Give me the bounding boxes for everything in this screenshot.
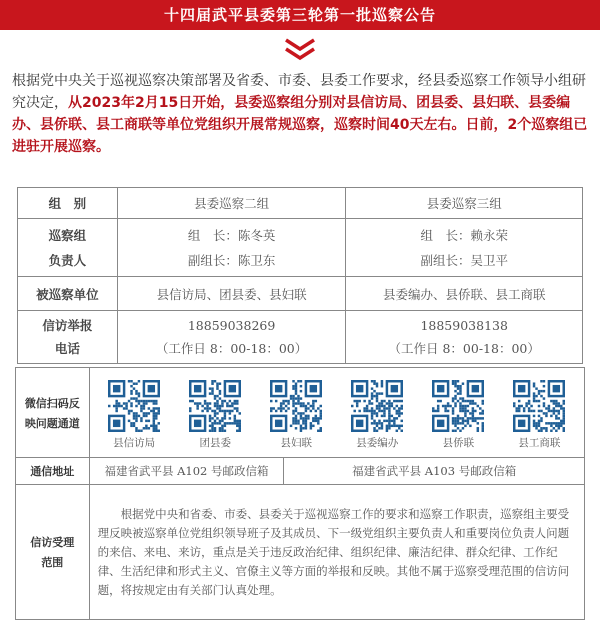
qr-code-icon[interactable] [108,380,160,432]
group-three: 县委巡察三组 [346,188,583,219]
qr-code-item[interactable] [103,380,165,450]
units-header: 被巡察单位 [18,277,118,311]
qr-code-icon[interactable] [432,380,484,432]
intro-highlight: 从2023年2月15日开始，县委巡察组分别对县信访局、团县委、县妇联、县委编办、县侨联、县工商联等单位党组织开展常规巡察，巡察时间40天左右。日前，2个巡察组已进驻开展巡察。 [12,95,588,155]
mail-box-a102: 福建省武平县 A102 号邮政信箱 [89,458,284,485]
intro-text: 根据党中央关于巡视巡察决策部署及省委、市委、县委工作要求，经县委巡察工作领导小组研究决定， [12,73,586,111]
scope-text: 根据党中央和省委、市委、县委关于巡视巡察工作的要求和巡察工作职责，巡察组主要受理反映被巡察单位党组织领导班子及其成员、下一级党组织主要负责人和重要岗位负责人问题的来信、来电、来访，重点是关于违反政治纪律、组织纪律、廉洁纪律、群众纪律、工作纪律、生活纪律和形式主义、官僚主义等方面的举报和反映。其他不属于巡察受理范围的信访问题，将按规定由有关部门认真处理。 [89,485,584,620]
qr-code-icon[interactable] [270,380,322,432]
notice-title: 十四届武平县委第三轮第一批巡察公告 [163,6,436,24]
qr-code-item[interactable] [265,380,327,450]
group-two-units: 县信访局、团县委、县妇联 [117,277,346,311]
qr-code-icon[interactable] [189,380,241,432]
scope-header: 信访受理 范围 [16,485,90,620]
phone-header: 信访举报 电话 [18,311,118,364]
group-three-units: 县委编办、县侨联、县工商联 [346,277,583,311]
qr-code-cell [89,368,584,458]
complaint-channels-table [15,367,585,620]
qr-code-icon[interactable] [513,380,565,432]
group-three-leaders: 组 长：赖永荣 副组长：吴卫平 [346,219,583,277]
mail-box-a103: 福建省武平县 A103 号邮政信箱 [284,458,585,485]
group-three-phone: 18859038138 （工作日 8：00-18：00） [346,311,583,364]
leader-header: 巡察组 负责人 [18,219,118,277]
group-two-leaders: 组 长：陈冬英 副组长：陈卫东 [117,219,346,277]
qr-code-label: 团县委 [199,436,231,449]
qr-code-label: 县委编办 [356,436,399,449]
group-two: 县委巡察二组 [117,188,346,219]
qr-code-icon[interactable] [351,380,403,432]
qr-code-label: 县信访局 [113,436,156,449]
wechat-header: 微信扫码反 映问题通道 [16,368,90,458]
intro-paragraph [12,70,590,158]
qr-code-item[interactable] [427,380,489,450]
group-header: 组 别 [18,188,118,219]
qr-code-item[interactable] [508,380,570,450]
inspection-groups-table [17,187,583,364]
qr-code-label: 县妇联 [280,436,312,449]
qr-code-label: 县侨联 [442,436,475,449]
qr-code-label: 县工商联 [518,436,561,449]
group-two-phone: 18859038269 （工作日 8：00-18：00） [117,311,346,364]
qr-code-item[interactable] [184,380,246,450]
mail-header: 通信地址 [16,458,90,485]
double-chevron-down-icon [282,37,318,63]
qr-code-item[interactable] [346,380,408,450]
notice-title-banner [0,0,600,30]
